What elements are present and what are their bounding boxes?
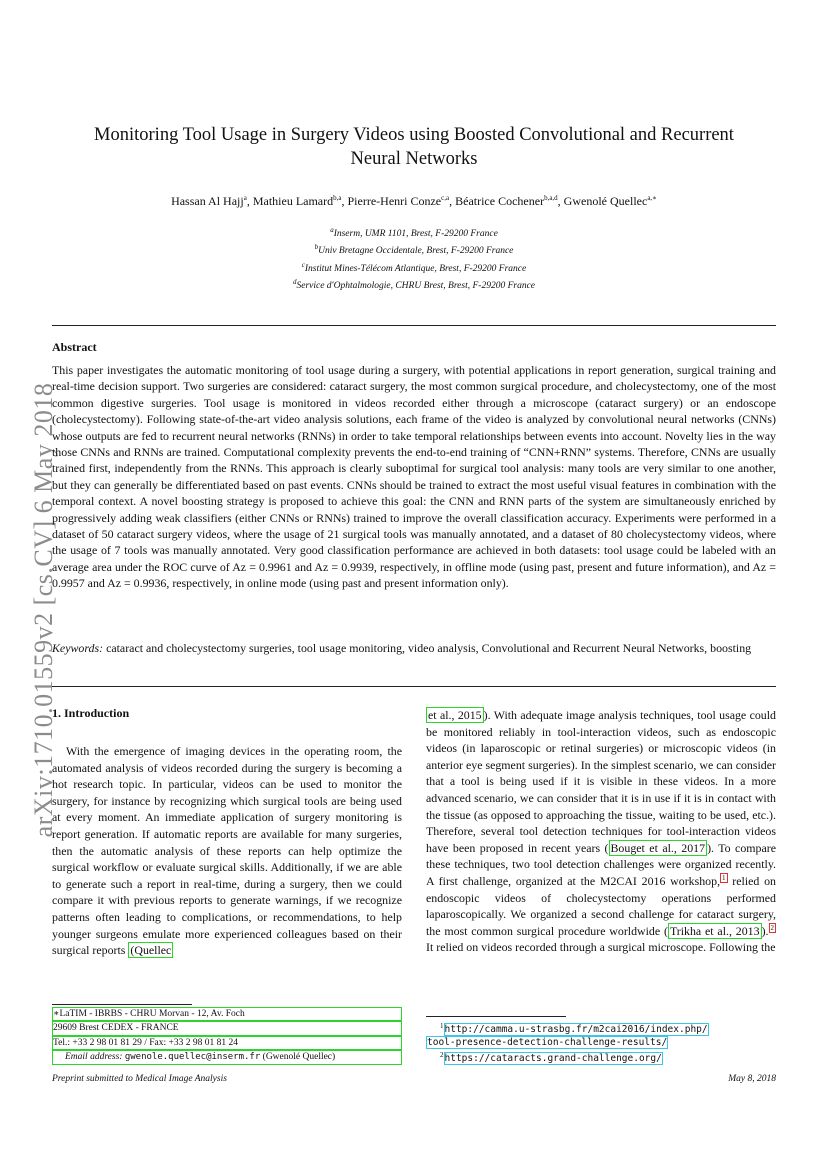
affiliation: $^c$Institut Mines-Télécom Atlantique, Brest, F-29200 France bbox=[301, 260, 527, 274]
footnote-line[interactable]: ∗LaTIM - IBRBS - CHRU Morvan - 12, Av. Foch bbox=[52, 1007, 402, 1021]
abstract-divider bbox=[52, 686, 776, 687]
keywords-label: Keywords: bbox=[52, 641, 104, 655]
intro-paragraph: With the emergence of imaging devices in the operating room, the automated analysis of videos recorded during the surgery is becoming a hot research topic. In particular, videos can be used to monitor the surgery, for instance by recognizing which surgical tools are being used at every moment. An immediate application of surgery monitoring is report generation. If automatic reports are available for many surgeries, then the automatic analysis of these reports can help optimize the surgical workflow or evaluate surgical skills. Additionally, if we are able to generate such a report in real-time, during a surgery, then we could compare it with previous reports to generate warnings, if we recognize patterns often leading to complications, or recommendations, to help younger surgeons emulate more experienced colleagues based on their surgical reports (Quellec bbox=[52, 744, 402, 958]
footer-date: May 8, 2018 bbox=[728, 1074, 776, 1084]
intro-paragraph-continued: et al., 2015 ). With adequate image analysis techniques, tool usage could be monitored reliably in tool-interaction videos, such as endoscopic videos (in laparoscopic or retinal surgeries) or microscopic videos (in anterior eye segment surgeries). In the simplest scenario, we can consider that a tool is being used if it is visible in these videos. In a more advanced scenario, we can consider that it is in use if it is in contact with the tissue (as opposed to approaching the tissue, waiting to be used, etc.). Therefore, several tool detection techniques for tool-interaction videos have been proposed in recent years ( Bouget et al., 2017 ). To compare these techniques, two tool detection challenges were organized recently. A first challenge, organized at the M2CAI 2016 workshop, $^1$ relied on endoscopic videos of cholecystectomy operations performed laparoscopically. We organized a second challenge for cataract surgery, the most common surgical procedure worldwide ( Trikha et al., 2013 ). $^2$ It relied on videos recorded through a surgical microscope. Following the bbox=[426, 708, 777, 955]
footnote-divider bbox=[426, 1016, 566, 1017]
footnote-url[interactable]: tool-presence-detection-challenge-results/ bbox=[427, 1036, 668, 1048]
keywords bbox=[52, 640, 776, 656]
author: Hassan Al Hajj bbox=[171, 194, 244, 208]
email-address: gwenole.quellec@inserm.fr bbox=[124, 1052, 261, 1063]
corresponding-footnote bbox=[52, 1007, 402, 1065]
top-divider bbox=[52, 325, 776, 326]
section-heading: 1. Introduction bbox=[52, 706, 130, 720]
footnote-link[interactable]: 1 bbox=[722, 873, 726, 882]
affiliation: $^b$Univ Bretagne Occidentale, Brest, F-29200 France bbox=[314, 243, 514, 257]
arxiv-stamp: arXiv:1710.01559v2 [cs.CV] 6 May 2018 bbox=[29, 382, 58, 838]
footnote-link[interactable]: 2 bbox=[770, 923, 774, 932]
footnote-divider bbox=[52, 1004, 192, 1005]
footnote-url[interactable]: http://camma.u-strasbg.fr/m2cai2016/index.php/ bbox=[444, 1024, 708, 1036]
title-line-1: Monitoring Tool Usage in Surgery Videos using Boosted Convolutional and Recurrent bbox=[94, 125, 734, 145]
paper-title bbox=[40, 123, 788, 171]
affiliation: $^a$Inserm, UMR 1101, Brest, F-29200 France bbox=[330, 226, 498, 240]
affiliation-list bbox=[40, 224, 788, 293]
email-line[interactable]: Email address: gwenole.quellec@inserm.fr (Gwenolé Quellec) bbox=[52, 1050, 402, 1064]
author-list: Hassan Al Hajj$^a$, Mathieu Lamard$^{b,a}$, Pierre-Henri Conze$^{c,a}$, Béatrice Cochener$^{b,a,d}$, Gwenolé Quellec$^{a,∗}$ bbox=[171, 194, 657, 208]
intro-right-column bbox=[426, 707, 776, 956]
keywords-text: cataract and cholecystectomy surgeries, tool usage monitoring, video analysis, Convolutional and Recurrent Neural Networks, boosting bbox=[106, 641, 752, 655]
footnote-url[interactable]: https://cataracts.grand-challenge.org/ bbox=[444, 1053, 662, 1065]
footnote-line[interactable]: 29609 Brest CEDEX - FRANCE bbox=[52, 1021, 402, 1035]
url-footnotes: $^1$http://camma.u-strasbg.fr/m2cai2016/index.php/ tool-presence-detection-challenge-results/ $^2$https://cataracts.grand-challenge.org/ bbox=[427, 1022, 708, 1065]
abstract-body: This paper investigates the automatic monitoring of tool usage during a surgery, with potential applications in report generation, surgical training and real-time decision support. Two surgeries are considered: cataract surgery, the most common surgical procedure, and cholecystectomy, one of the most common digestive surgeries. Tool usage is monitored in videos recorded either through a microscope (cataract surgery) or an endoscope (cholecystectomy). Following state-of-the-art video analysis solutions, each frame of the video is analyzed by convolutional neural networks (CNNs) whose outputs are fed to recurrent neural networks (RNNs) in order to take temporal relationships between events into account. Novelty lies in the way those CNNs and RNNs are trained. Computational complexity prevents the end-to-end training of “CNN+RNN” systems. Therefore, CNNs are usually trained first, independently from the RNNs. This approach is clearly suboptimal for surgical tool analysis: many tools are very similar to one another, but they can generally be differentiated based on past events. CNNs should be trained to extract the most useful visual features in combination with the temporal context. A novel boosting strategy is proposed to achieve this goal: the CNN and RNN parts of the system are simultaneously enriched by progressively adding weak classifiers (either CNNs or RNNs) trained to improve the overall classification accuracy. Experiments were performed in a dataset of 50 cataract surgery videos, where the usage of 21 surgical tools was manually annotated, and a dataset of 80 cholecystectomy videos, where the usage of 7 tools was manually annotated. Very good classification performance are achieved in both datasets: tool usage could be labeled with an average area under the ROC curve of Az = 0.9961 and Az = 0.9939, respectively, in offline mode (using past, present and future information), and Az = 0.9957 and Az = 0.9936, respectively, in online mode (using past and present information only). bbox=[52, 363, 776, 591]
author: Béatrice Cochener bbox=[455, 194, 545, 208]
author: Gwenolé Quellec bbox=[563, 194, 648, 208]
author-affil-mark: a,∗ bbox=[647, 194, 657, 202]
author: Mathieu Lamard bbox=[252, 194, 334, 208]
citation-link[interactable]: Trikha et al., 2013 bbox=[669, 923, 760, 938]
author-affil-mark: a bbox=[243, 194, 247, 202]
author-affil-mark: c,a bbox=[441, 194, 450, 202]
citation-link[interactable]: et al., 2015 bbox=[428, 708, 482, 722]
footnote-line[interactable]: Tel.: +33 2 98 01 81 29 / Fax: +33 2 98 01 81 24 bbox=[52, 1036, 402, 1050]
affiliation: $^d$Service d'Ophtalmologie, CHRU Brest, Brest, F-29200 France bbox=[292, 278, 536, 292]
citation-link[interactable]: Bouget et al., 2017 bbox=[610, 840, 706, 855]
abstract-heading: Abstract bbox=[52, 340, 97, 354]
intro-left-column bbox=[52, 743, 402, 959]
citation-link[interactable]: (Quellec bbox=[130, 943, 172, 958]
title-line-2: Neural Networks bbox=[350, 149, 478, 169]
footer-left: Preprint submitted to Medical Image Analysis bbox=[52, 1074, 227, 1084]
author-affil-mark: b,a,d bbox=[544, 194, 558, 202]
author-affil-mark: b,a bbox=[333, 194, 342, 202]
author: Pierre-Henri Conze bbox=[347, 194, 442, 208]
